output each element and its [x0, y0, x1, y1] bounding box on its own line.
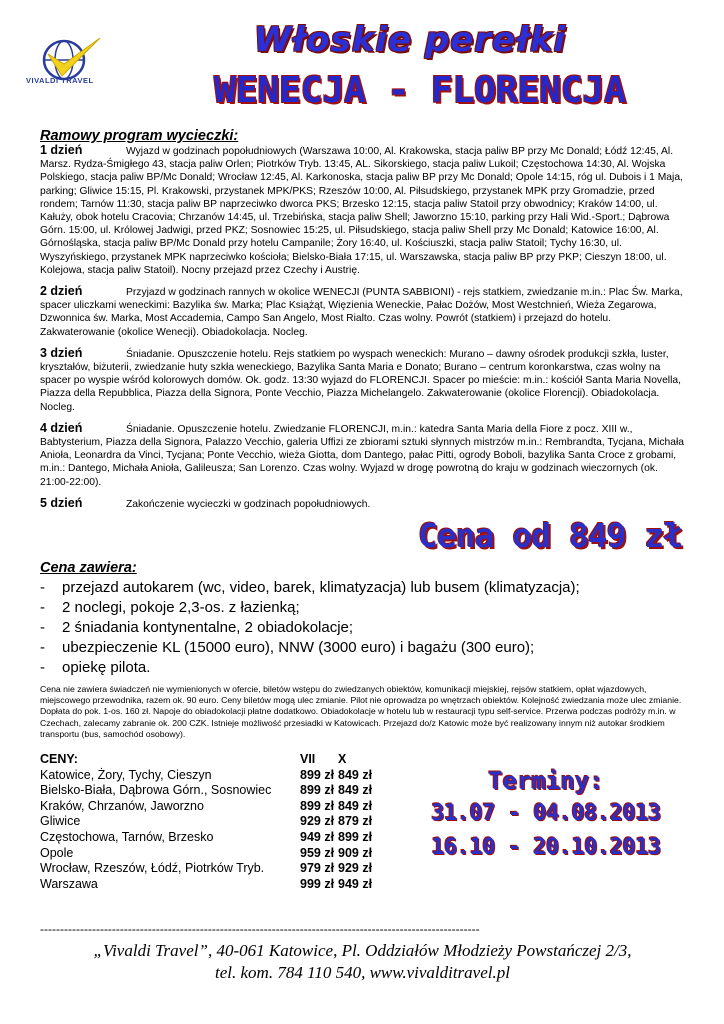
fine-print: Cena nie zawiera świadczeń nie wymienionych w ofercie, biletów wstępu do zwiedzanych obiektów, komunikacji miejskiej, rejsów statkiem, opłat wjazdowych, miejscowego przewodnika, razem ok. 90 euro. Ceny biletów mogą ulec zmianie. Pilot nie oprowadza po wnętrzach obiektów. Kolejność zwiedzania może ulec zmianie. Dopłata do pok. 1-os. 160 zł. Napoje do obiadokolacji płatne dodatkowo. Obiadokolacje w hotelu lub w restauracji typu self-service. Przerwa podczas podróży m.in. w Czechach, zalecamy zabranie ok. 200 CZK. Istnieje możliwość przesiadki w Katowicach. Przejazd do/z Katowic może być realizowany innym niż autokar środkiem transportu (bus, samochód osobowy). — [40, 684, 682, 739]
title-line-1: Włoskie perełki — [253, 20, 567, 60]
city: Kraków, Chrzanów, Jaworzno — [40, 798, 204, 813]
terms-box — [416, 765, 676, 865]
included-heading: Cena zawiera: — [40, 560, 137, 576]
day-3 — [40, 347, 685, 414]
price-vii: 949 zł — [300, 829, 335, 844]
price-x: 879 zł — [338, 814, 373, 829]
table-row — [40, 830, 400, 846]
price-vii: 979 zł — [300, 861, 335, 876]
list-item: - ubezpieczenie KL (15000 euro), NNW (3000 euro) i bagażu (300 euro); — [40, 638, 685, 658]
col-x: X — [338, 752, 347, 766]
table-row — [40, 861, 400, 877]
list-item: - 2 noclegi, pokoje 2,3-os. z łazienką; — [40, 598, 685, 618]
term-date: 16.10 - 20.10.2013 — [431, 835, 661, 860]
list-item: - 2 śniadania kontynentalne, 2 obiadokolacje; — [40, 618, 685, 638]
title-line-2: WENECJA - FLORENCJA — [214, 70, 626, 111]
table-header — [40, 752, 400, 768]
city: Opole — [40, 845, 74, 860]
day-label: 5 dzień — [40, 495, 83, 510]
day-text: Śniadanie. Opuszczenie hotelu. Zwiedzanie FLORENCJI, m.in.: katedra Santa Maria della Fiore z pocz. XIII w., Babtysterium, Piazza della Signora, Palazzo Vecchio, galeria Uffizi ze zbiorami sztuki słynnych mistrzów m.in.: Rembrandta, Tycjana, Michała Anioła, Leonardra da Vinci, Tycjana; Ponte Vecchio, wieża Giotta, dom Dantego, pałac Pitti, ogrody Boboli, bazylika Santa Croce z grobami, m.in.: Dantego, Michała Anioła, Galileusza; San Lorenzo. Czas wolny. Wyjazd w drogę powrotną do kraju w godzinach wieczornych (ok. 21:00-22:00). — [40, 423, 685, 488]
day-5 — [40, 497, 685, 511]
prices-heading: CENY: — [40, 752, 78, 766]
logo-text: VIVALDI TRAVEL — [26, 76, 94, 85]
price-x: 909 zł — [338, 845, 373, 860]
price-x: 949 zł — [338, 876, 373, 891]
footer-address: „Vivaldi Travel”, 40-061 Katowice, Pl. Oddziałów Młodzieży Powstańczej 2/3, — [93, 941, 632, 960]
day-text: Przyjazd w godzinach rannych w okolice WENECJI (PUNTA SABBIONI) - rejs statkiem, zwiedzanie m.in.: Plac Św. Marka, spacer uliczkami weneckimi: Bazylika św. Marka; Plac Książąt, Więzienia Weneckie, Pałac Dożów, Most Westchnień, Wieża Zegarowa, Dzwonnica św. Marka, Most Accademia, Campo San Angelo, Most Rialto. Czas wolny. Powrót (statkiem) i przejazd do hotelu. Zakwaterowanie (okolice Wenecji). Obiadokolacja. Nocleg. — [40, 287, 683, 338]
city: Katowice, Żory, Tychy, Cieszyn — [40, 767, 212, 782]
day-label: 4 dzień — [40, 420, 83, 435]
price-table — [40, 752, 400, 892]
day-text: Zakończenie wycieczki w godzinach popołudniowych. — [126, 498, 371, 510]
price-vii: 999 zł — [300, 876, 335, 891]
table-row — [40, 846, 400, 862]
day-text: Śniadanie. Opuszczenie hotelu. Rejs statkiem po wyspach weneckich: Murano – dawny ośrodek produkcji szkła, luster, kryształów, biżuterii, zwiedzanie huty szkła weneckiego, Bazylika Santa Maria e Donato; Burano – centrum koronkarstwa, czas wolny na spacer po wyspie wśród kolorowych domów. Ok. godz. 13:30 wyjazd do FLORENCJI. Spacer po mieście: m.in.: kościół Santa Maria Novella, Piazza della Repubblica, Piazza della Signora, Ponte Vecchio, Piazza Michelangelo. Zakwaterowanie (okolice Florencji). Obiadokolacja. Nocleg. — [40, 348, 681, 413]
price-vii: 899 zł — [300, 767, 335, 782]
price-vii: 929 zł — [300, 814, 335, 829]
day-label: 1 dzień — [40, 143, 83, 157]
day-text: Wyjazd w godzinach popołudniowych (Warszawa 10:00, Al. Krakowska, stacja paliw BP przy Mc Donald; Łódź 12:45, Al. Marsz. Rydza-Śmigłego 43, stacja paliw Orlen; Piotrków Tryb. 13:45, AL. Sikorskiego, stacja paliw Lukoil; Częstochowa 14:30, Al. Wojska Polskiego, stacja paliw BP/Mc Donald; Wrocław 12:45, Al. Karkonoska, stacja paliw BP przy Mc Donald; Opole 14:15, róg ul. Dubois i 1 Maja, parking; Gliwice 15:15, Pl. Krakowski, przystanek MPK/PKS; Rzeszów 10:00, Al. Piłsudskiego, przystanek MPK przy Gromadzie, przed rondem; Tarnów 11:30, stacja paliw BP naprzeciwko dworca PKS; Brzesko 12:15, stacja paliw Statoil przy obwodnicy; Kraków 14:00, ul. Kałuży, obok hotelu Cracovia; Chrzanów 14:45, ul. Trzebińska, stacja paliw Shell; Jaworzno 15:10, parking przy Hali Wid.-Sport.; Dąbrowa Górn. 15:00, ul. Królowej Jadwigi, przed PKZ; Sosnowiec 15:25, ul. Piłsudskiego, stacja paliw Shell przy Mc Donald; Katowice 16:00, Al. Górnośląska, stacja paliw BP/Mc Donald przy hotelu Campanile; Żory 16:40, ul. Kościuszki, stacja paliw Statoil; Tychy 16:30, ul. Wyszyńskiego, przystanek MPK naprzeciwko kościoła; Bielsko-Biała 17:15, ul. Warszawska, stacja paliw BP przy PKP; Cieszyn 18:00, ul. Kolejowa, stacja paliw Statoil). Nocny przejazd przez Czechy i Austrię. — [40, 146, 683, 276]
day-4 — [40, 422, 685, 489]
vivaldi-logo-icon — [30, 36, 120, 96]
city: Częstochowa, Tarnów, Brzesko — [40, 829, 214, 844]
price-banner: Cena od 849 zł — [418, 516, 683, 555]
day-2 — [40, 285, 685, 339]
day-label: 3 dzień — [40, 345, 83, 360]
city: Wrocław, Rzeszów, Łódź, Piotrków Tryb. — [40, 861, 265, 876]
footer-contact: tel. kom. 784 110 540, www.vivalditravel.pl — [215, 963, 510, 982]
list-item: - przejazd autokarem (wc, video, barek, klimatyzacja) lub busem (klimatyzacja); — [40, 578, 685, 598]
price-vii: 959 zł — [300, 845, 335, 860]
city: Gliwice — [40, 814, 81, 829]
footer — [40, 940, 685, 984]
table-row — [40, 799, 400, 815]
included-section — [40, 560, 685, 678]
day-label: 2 dzień — [40, 284, 83, 299]
included-list — [40, 578, 685, 678]
city: Bielsko-Biała, Dąbrowa Górn., Sosnowiec — [40, 783, 272, 798]
program-section — [40, 128, 685, 511]
col-vii: VII — [300, 752, 316, 766]
price-x: 849 zł — [338, 767, 373, 782]
divider: -------------------------------------------------------------------------------------------------------------- — [40, 922, 480, 936]
price-x: 849 zł — [338, 798, 373, 813]
list-item: - opiekę pilota. — [40, 658, 685, 678]
price-vii: 899 zł — [300, 798, 335, 813]
city: Warszawa — [40, 876, 98, 891]
day-1 — [40, 144, 685, 277]
terms-heading: Terminy: — [488, 767, 604, 795]
price-vii: 899 zł — [300, 783, 335, 798]
table-row — [40, 768, 400, 784]
price-x: 899 zł — [338, 829, 373, 844]
program-heading: Ramowy program wycieczki: — [40, 128, 239, 144]
price-x: 849 zł — [338, 783, 373, 798]
price-x: 929 zł — [338, 861, 373, 876]
table-row — [40, 877, 400, 893]
term-date: 31.07 - 04.08.2013 — [431, 801, 661, 826]
table-row — [40, 783, 400, 799]
table-row — [40, 814, 400, 830]
